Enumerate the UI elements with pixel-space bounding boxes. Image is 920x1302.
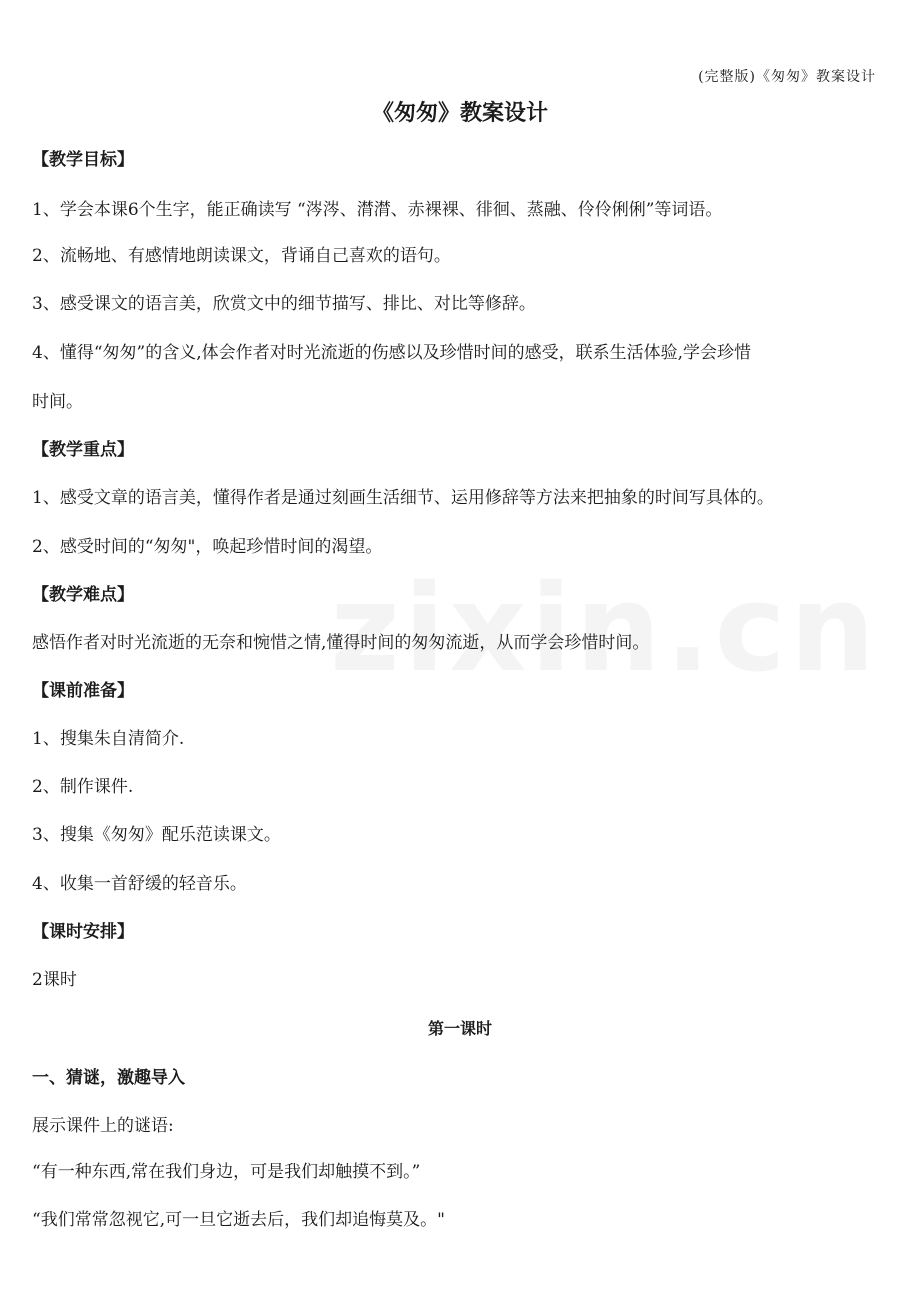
preparation-item-4: 4、收集一首舒缓的轻音乐。 <box>32 874 247 894</box>
goal-item-2: 2、流畅地、有感情地朗读课文，背诵自己喜欢的语句。 <box>32 246 451 266</box>
key-point-item-2: 2、感受时间的“匆匆"，唤起珍惜时间的渴望。 <box>32 537 383 557</box>
lesson-heading: 第一课时 <box>427 1019 492 1038</box>
section-heading-difficulties: 【教学难点】 <box>32 585 134 605</box>
step-1-line-2: “有一种东西,常在我们身边，可是我们却触摸不到。” <box>32 1162 421 1182</box>
preparation-item-1: 1、搜集朱自清简介. <box>32 729 185 749</box>
goal-item-4: 4、懂得“匆匆”的含义,体会作者对时光流逝的伤感以及珍惜时间的感受，联系生活体验,学会珍惜 <box>32 343 752 363</box>
goal-item-4-continued: 时间。 <box>32 392 83 412</box>
section-heading-key-points: 【教学重点】 <box>32 440 134 460</box>
preparation-item-2: 2、制作课件. <box>32 777 134 797</box>
section-heading-goals: 【教学目标】 <box>32 150 134 170</box>
document-title: 《匆匆》教案设计 <box>371 100 548 126</box>
schedule-item-1: 2课时 <box>32 970 77 990</box>
goal-item-3: 3、感受课文的语言美，欣赏文中的细节描写、排比、对比等修辞。 <box>32 294 536 314</box>
preparation-item-3: 3、搜集《匆匆》配乐范读课文。 <box>32 825 281 845</box>
header-note: (完整版)《匆匆》教案设计 <box>698 69 876 85</box>
section-heading-preparation: 【课前准备】 <box>32 681 134 701</box>
step-heading-1: 一、猜谜，激趣导入 <box>32 1068 185 1088</box>
step-1-line-3: “我们常常忽视它,可一旦它逝去后，我们却追悔莫及。" <box>32 1210 445 1230</box>
key-point-item-1: 1、感受文章的语言美，懂得作者是通过刻画生活细节、运用修辞等方法来把抽象的时间写具体的。 <box>32 488 774 508</box>
step-1-line-1: 展示课件上的谜语: <box>32 1116 174 1136</box>
section-heading-schedule: 【课时安排】 <box>32 922 134 942</box>
goal-item-1: 1、学会本课6个生字，能正确读写 “涔涔、潸潸、赤裸裸、徘徊、蒸融、伶伶俐俐”等词语。 <box>32 200 723 220</box>
difficulty-item-1: 感悟作者对时光流逝的无奈和惋惜之情,懂得时间的匆匆流逝，从而学会珍惜时间。 <box>32 633 650 653</box>
